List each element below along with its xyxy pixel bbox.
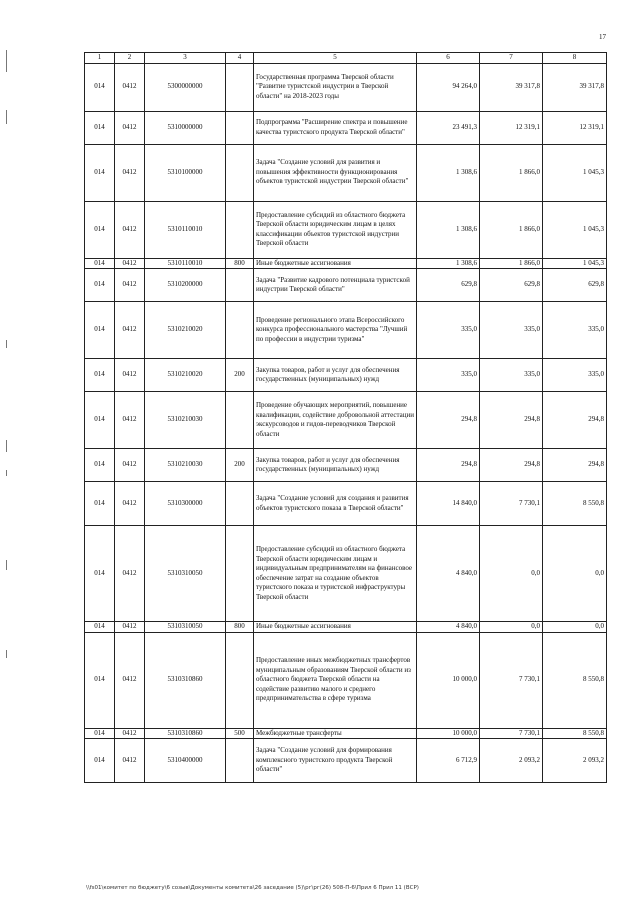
table-row — [85, 482, 607, 526]
section-code-cell: 0412 — [115, 63, 145, 111]
target-article-cell: 5310110010 — [145, 258, 226, 269]
amount-col8-cell: 629,8 — [543, 269, 607, 302]
amount-col8-cell: 8 550,8 — [543, 632, 607, 728]
section-code-cell: 0412 — [115, 269, 145, 302]
amount-col6-cell: 335,0 — [417, 302, 480, 359]
description-cell: Иные бюджетные ассигнования — [254, 622, 417, 633]
table-row — [85, 632, 607, 728]
amount-col6-cell: 1 308,6 — [417, 144, 480, 201]
expense-type-cell — [226, 269, 254, 302]
section-code-cell: 0412 — [115, 728, 145, 739]
target-article-cell: 5310310860 — [145, 632, 226, 728]
expense-type-cell — [226, 392, 254, 449]
admin-code-cell: 014 — [85, 269, 115, 302]
target-article-cell: 5310210020 — [145, 302, 226, 359]
expense-type-cell: 500 — [226, 728, 254, 739]
section-code-cell: 0412 — [115, 526, 145, 622]
admin-code-cell: 014 — [85, 728, 115, 739]
target-article-cell: 5310310050 — [145, 526, 226, 622]
amount-col6-cell: 629,8 — [417, 269, 480, 302]
admin-code-cell: 014 — [85, 482, 115, 526]
admin-code-cell: 014 — [85, 632, 115, 728]
section-code-cell: 0412 — [115, 622, 145, 633]
amount-col7-cell: 1 866,0 — [480, 144, 543, 201]
admin-code-cell: 014 — [85, 302, 115, 359]
amount-col7-cell: 629,8 — [480, 269, 543, 302]
section-code-cell: 0412 — [115, 258, 145, 269]
col-header-5: 5 — [254, 53, 417, 64]
amount-col7-cell: 335,0 — [480, 359, 543, 392]
description-cell: Предоставление субсидий из областного бюджета Тверской области юридическим лицам и индивидуальным предпринимателям на финансовое обеспечение затрат на создание объектов туристского показа и туристской инфраструктуры Тверской области — [254, 526, 417, 622]
file-path-footer: \\fs01\комитет по бюджету\6 созыв\Документы комитета\26 заседание (5)\рг\рг(26) 508-П-6\Прил 6 Прил 11 (ВСР) — [86, 885, 419, 891]
amount-col8-cell: 2 093,2 — [543, 739, 607, 783]
admin-code-cell: 014 — [85, 622, 115, 633]
amount-col8-cell: 12 319,1 — [543, 111, 607, 144]
admin-code-cell: 014 — [85, 258, 115, 269]
admin-code-cell: 014 — [85, 144, 115, 201]
expense-type-cell — [226, 739, 254, 783]
expense-type-cell — [226, 111, 254, 144]
expense-type-cell — [226, 201, 254, 258]
amount-col6-cell: 14 840,0 — [417, 482, 480, 526]
amount-col7-cell: 0,0 — [480, 622, 543, 633]
description-cell: Задача "Создание условий для создания и развития объектов туристского показа в Тверской области" — [254, 482, 417, 526]
expense-type-cell: 800 — [226, 622, 254, 633]
amount-col8-cell: 0,0 — [543, 526, 607, 622]
col-header-1: 1 — [85, 53, 115, 64]
amount-col6-cell: 10 000,0 — [417, 728, 480, 739]
admin-code-cell: 014 — [85, 449, 115, 482]
admin-code-cell: 014 — [85, 392, 115, 449]
amount-col6-cell: 6 712,9 — [417, 739, 480, 783]
target-article-cell: 5310400000 — [145, 739, 226, 783]
amount-col8-cell: 39 317,8 — [543, 63, 607, 111]
col-header-3: 3 — [145, 53, 226, 64]
table-row — [85, 622, 607, 633]
table-row — [85, 63, 607, 111]
target-article-cell: 5310310050 — [145, 622, 226, 633]
target-article-cell: 5310210030 — [145, 392, 226, 449]
table-row — [85, 739, 607, 783]
expense-type-cell: 800 — [226, 258, 254, 269]
amount-col8-cell: 335,0 — [543, 302, 607, 359]
expense-type-cell — [226, 144, 254, 201]
expense-type-cell — [226, 526, 254, 622]
budget-table — [84, 52, 607, 783]
section-code-cell: 0412 — [115, 111, 145, 144]
target-article-cell: 5310000000 — [145, 111, 226, 144]
amount-col8-cell: 0,0 — [543, 622, 607, 633]
table-row — [85, 201, 607, 258]
description-cell: Иные бюджетные ассигнования — [254, 258, 417, 269]
table-row — [85, 359, 607, 392]
section-code-cell: 0412 — [115, 449, 145, 482]
target-article-cell: 5310200000 — [145, 269, 226, 302]
description-cell: Проведение обучающих мероприятий, повышение квалификации, содействие добровольной аттестации экскурсоводов и гидов-переводчиков Тверской области — [254, 392, 417, 449]
section-code-cell: 0412 — [115, 392, 145, 449]
section-code-cell: 0412 — [115, 144, 145, 201]
admin-code-cell: 014 — [85, 526, 115, 622]
section-code-cell: 0412 — [115, 482, 145, 526]
amount-col8-cell: 1 045,3 — [543, 258, 607, 269]
amount-col8-cell: 1 045,3 — [543, 201, 607, 258]
expense-type-cell: 200 — [226, 449, 254, 482]
amount-col8-cell: 294,8 — [543, 449, 607, 482]
col-header-7: 7 — [480, 53, 543, 64]
amount-col6-cell: 23 491,3 — [417, 111, 480, 144]
expense-type-cell — [226, 63, 254, 111]
description-cell: Межбюджетные трансферты — [254, 728, 417, 739]
amount-col7-cell: 0,0 — [480, 526, 543, 622]
description-cell: Задача "Развитие кадрового потенциала туристской индустрии Тверской области" — [254, 269, 417, 302]
amount-col8-cell: 335,0 — [543, 359, 607, 392]
admin-code-cell: 014 — [85, 739, 115, 783]
table-row — [85, 111, 607, 144]
description-cell: Задача "Создание условий для развития и повышения эффективности функционирования объектов туристской индустрии Тверской области" — [254, 144, 417, 201]
amount-col6-cell: 4 840,0 — [417, 622, 480, 633]
expense-type-cell — [226, 482, 254, 526]
col-header-2: 2 — [115, 53, 145, 64]
admin-code-cell: 014 — [85, 359, 115, 392]
amount-col7-cell: 39 317,8 — [480, 63, 543, 111]
section-code-cell: 0412 — [115, 359, 145, 392]
header-row — [85, 53, 607, 64]
section-code-cell: 0412 — [115, 201, 145, 258]
admin-code-cell: 014 — [85, 201, 115, 258]
amount-col7-cell: 7 730,1 — [480, 482, 543, 526]
amount-col8-cell: 294,8 — [543, 392, 607, 449]
target-article-cell: 5310300000 — [145, 482, 226, 526]
page-number: 17 — [599, 33, 606, 41]
description-cell: Подпрограмма "Расширение спектра и повышение качества туристского продукта Тверской области" — [254, 111, 417, 144]
table-row — [85, 392, 607, 449]
col-header-6: 6 — [417, 53, 480, 64]
target-article-cell: 5310110010 — [145, 201, 226, 258]
table-row — [85, 526, 607, 622]
amount-col7-cell: 7 730,1 — [480, 632, 543, 728]
amount-col7-cell: 12 319,1 — [480, 111, 543, 144]
target-article-cell: 5310210020 — [145, 359, 226, 392]
amount-col8-cell: 1 045,3 — [543, 144, 607, 201]
scan-edge-marks — [6, 40, 9, 860]
amount-col6-cell: 294,8 — [417, 392, 480, 449]
table-row — [85, 258, 607, 269]
table-row — [85, 449, 607, 482]
amount-col6-cell: 294,8 — [417, 449, 480, 482]
table-row — [85, 144, 607, 201]
amount-col6-cell: 4 840,0 — [417, 526, 480, 622]
col-header-4: 4 — [226, 53, 254, 64]
amount-col6-cell: 1 308,6 — [417, 201, 480, 258]
amount-col6-cell: 1 308,6 — [417, 258, 480, 269]
expense-type-cell: 200 — [226, 359, 254, 392]
amount-col6-cell: 10 000,0 — [417, 632, 480, 728]
description-cell: Государственная программа Тверской области "Развитие туристской индустрии в Тверской области" на 2018-2023 годы — [254, 63, 417, 111]
description-cell: Закупка товаров, работ и услуг для обеспечения государственных (муниципальных) нужд — [254, 449, 417, 482]
section-code-cell: 0412 — [115, 632, 145, 728]
amount-col6-cell: 335,0 — [417, 359, 480, 392]
target-article-cell: 5300000000 — [145, 63, 226, 111]
table-row — [85, 302, 607, 359]
table-row — [85, 269, 607, 302]
description-cell: Задача "Создание условий для формирования комплексного туристского продукта Тверской области" — [254, 739, 417, 783]
col-header-8: 8 — [543, 53, 607, 64]
amount-col7-cell: 1 866,0 — [480, 201, 543, 258]
admin-code-cell: 014 — [85, 111, 115, 144]
amount-col6-cell: 94 264,0 — [417, 63, 480, 111]
section-code-cell: 0412 — [115, 739, 145, 783]
amount-col7-cell: 335,0 — [480, 302, 543, 359]
amount-col7-cell: 294,8 — [480, 392, 543, 449]
amount-col7-cell: 1 866,0 — [480, 258, 543, 269]
amount-col7-cell: 7 730,1 — [480, 728, 543, 739]
description-cell: Проведение регионального этапа Всероссийского конкурса профессионального мастерства "Лучший по профессии в индустрии туризма" — [254, 302, 417, 359]
section-code-cell: 0412 — [115, 302, 145, 359]
amount-col8-cell: 8 550,8 — [543, 728, 607, 739]
target-article-cell: 5310310860 — [145, 728, 226, 739]
description-cell: Закупка товаров, работ и услуг для обеспечения государственных (муниципальных) нужд — [254, 359, 417, 392]
amount-col8-cell: 8 550,8 — [543, 482, 607, 526]
amount-col7-cell: 2 093,2 — [480, 739, 543, 783]
description-cell: Предоставление субсидий из областного бюджета Тверской области юридическим лицам в целях классификации объектов туристской индустрии Тверской области — [254, 201, 417, 258]
expense-type-cell — [226, 632, 254, 728]
target-article-cell: 5310100000 — [145, 144, 226, 201]
description-cell: Предоставление иных межбюджетных трансфертов муниципальным образованиям Тверской области из областного бюджета Тверской области на содействие развитию малого и среднего предпринимательства в сфере туризма — [254, 632, 417, 728]
target-article-cell: 5310210030 — [145, 449, 226, 482]
table-row — [85, 728, 607, 739]
admin-code-cell: 014 — [85, 63, 115, 111]
amount-col7-cell: 294,8 — [480, 449, 543, 482]
expense-type-cell — [226, 302, 254, 359]
